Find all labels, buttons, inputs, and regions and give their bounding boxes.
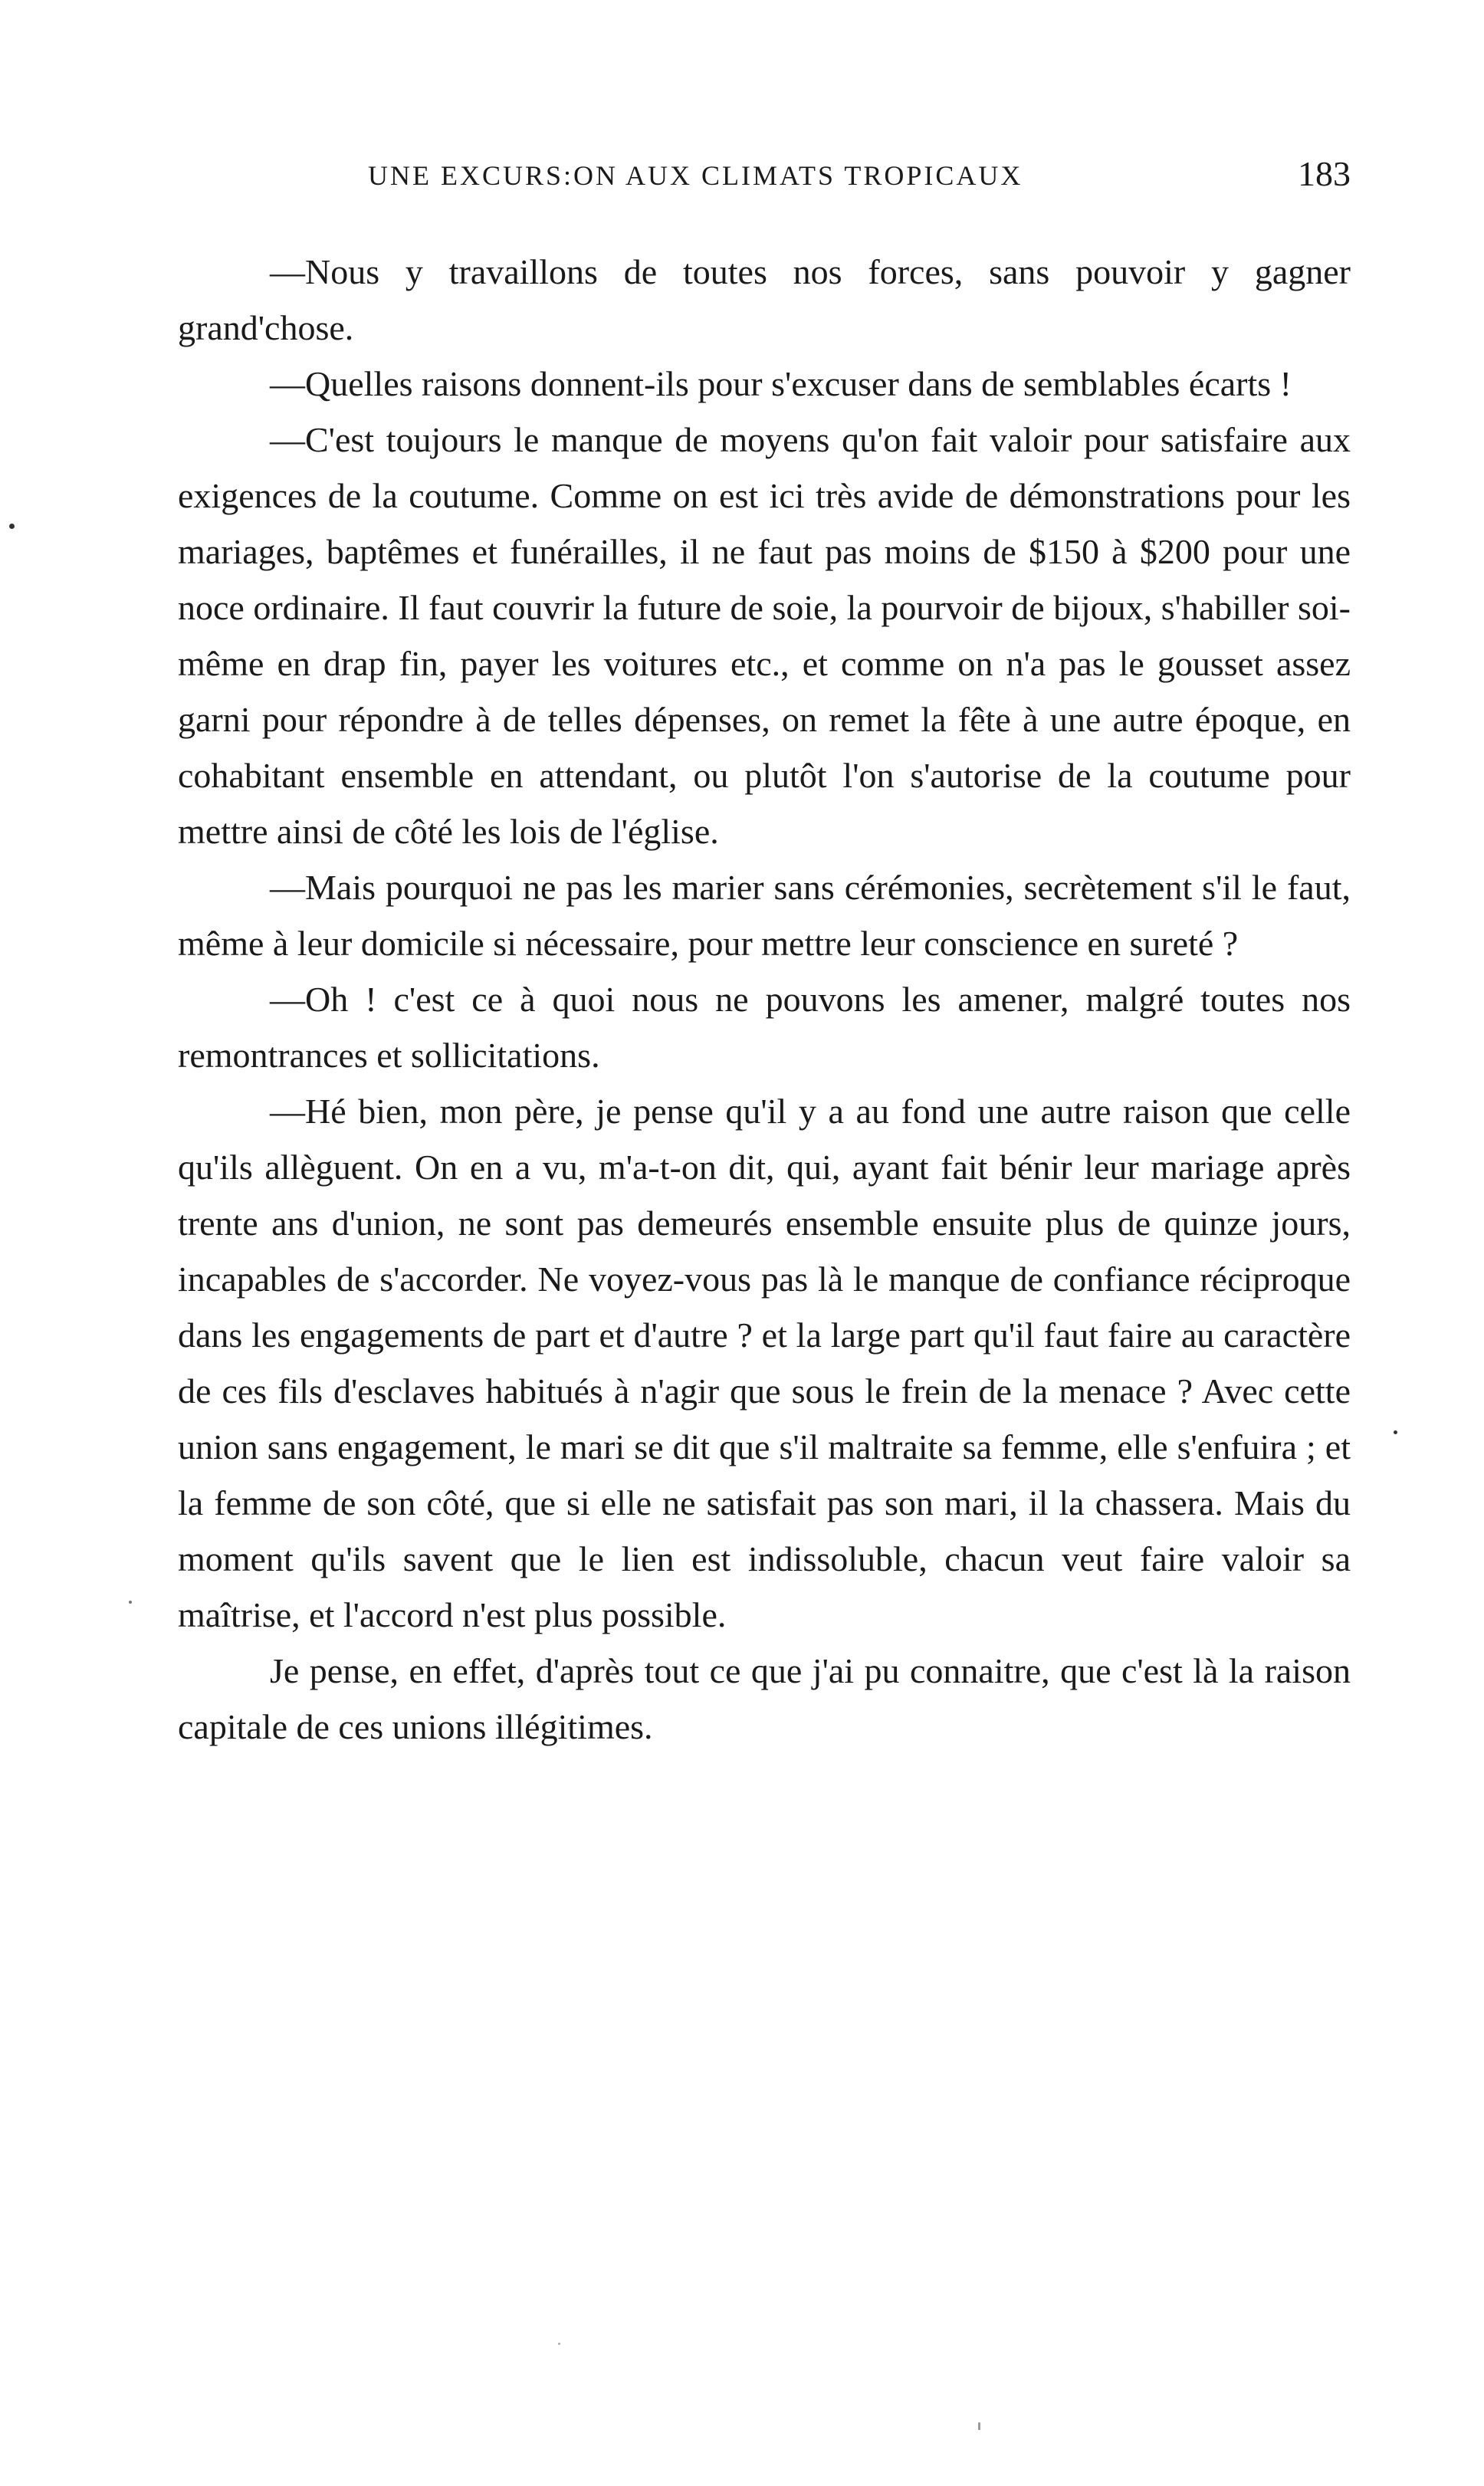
body-text xyxy=(178,244,1351,1755)
running-title: UNE EXCURS:ON AUX CLIMATS TROPICAUX xyxy=(368,160,1023,191)
paragraph: —C'est toujours le manque de moyens qu'on fait valoir pour satisfaire aux exigences de la coutume. Comme on est ici très avide de démonstrations pour les mariages, baptêmes et funérailles, il ne faut pas moins de $150 à $200 pour une noce ordinaire. Il faut couvrir la future de soie, la pourvoir de bijoux, s'habiller soi-même en drap fin, payer les voitures etc., et comme on n'a pas le gousset assez garni pour répondre à de telles dépenses, on remet la fête à une autre époque, en cohabitant ensemble en attendant, ou plutôt l'on s'autorise de la coutume pour mettre ainsi de côté les lois de l'église. xyxy=(178,420,1351,851)
paragraph: Je pense, en effet, d'après tout ce que j'ai pu connaitre, que c'est là la raison capitale de ces unions illégitimes. xyxy=(178,1651,1351,1746)
print-speck xyxy=(1394,1430,1397,1434)
print-speck xyxy=(9,524,15,529)
print-speck xyxy=(129,1601,132,1604)
paragraph: —Mais pourquoi ne pas les marier sans cérémonies, secrètement s'il le faut, même à leur domicile si nécessaire, pour mettre leur conscience en sureté ? xyxy=(178,868,1351,963)
print-speck xyxy=(558,2343,560,2345)
page-header xyxy=(178,153,1351,199)
print-speck xyxy=(978,2422,980,2430)
page-number: 183 xyxy=(1298,154,1351,193)
paragraph: —Oh ! c'est ce à quoi nous ne pouvons les amener, malgré toutes nos remontrances et sollicitations. xyxy=(178,980,1351,1075)
paragraph: —Hé bien, mon père, je pense qu'il y a au fond une autre raison que celle qu'ils allèguent. On en a vu, m'a-t-on dit, qui, ayant fait bénir leur mariage après trente ans d'union, ne sont pas demeurés ensemble ensuite plus de quinze jours, incapables de s'accorder. Ne voyez-vous pas là le manque de confiance réciproque dans les engagements de part et d'autre ? et la large part qu'il faut faire au caractère de ces fils d'esclaves habitués à n'agir que sous le frein de la menace ? Avec cette union sans engagement, le mari se dit que s'il maltraite sa femme, elle s'enfuira ; et la femme de son côté, que si elle ne satisfait pas son mari, il la chassera. Mais du moment qu'ils savent que le lien est indissoluble, chacun veut faire valoir sa maîtrise, et l'accord n'est plus possible. xyxy=(178,1092,1351,1634)
paragraph: —Nous y travaillons de toutes nos forces, sans pouvoir y gagner grand'chose. xyxy=(178,252,1351,347)
paragraph: —Quelles raisons donnent-ils pour s'excuser dans de semblables écarts ! xyxy=(270,364,1292,403)
